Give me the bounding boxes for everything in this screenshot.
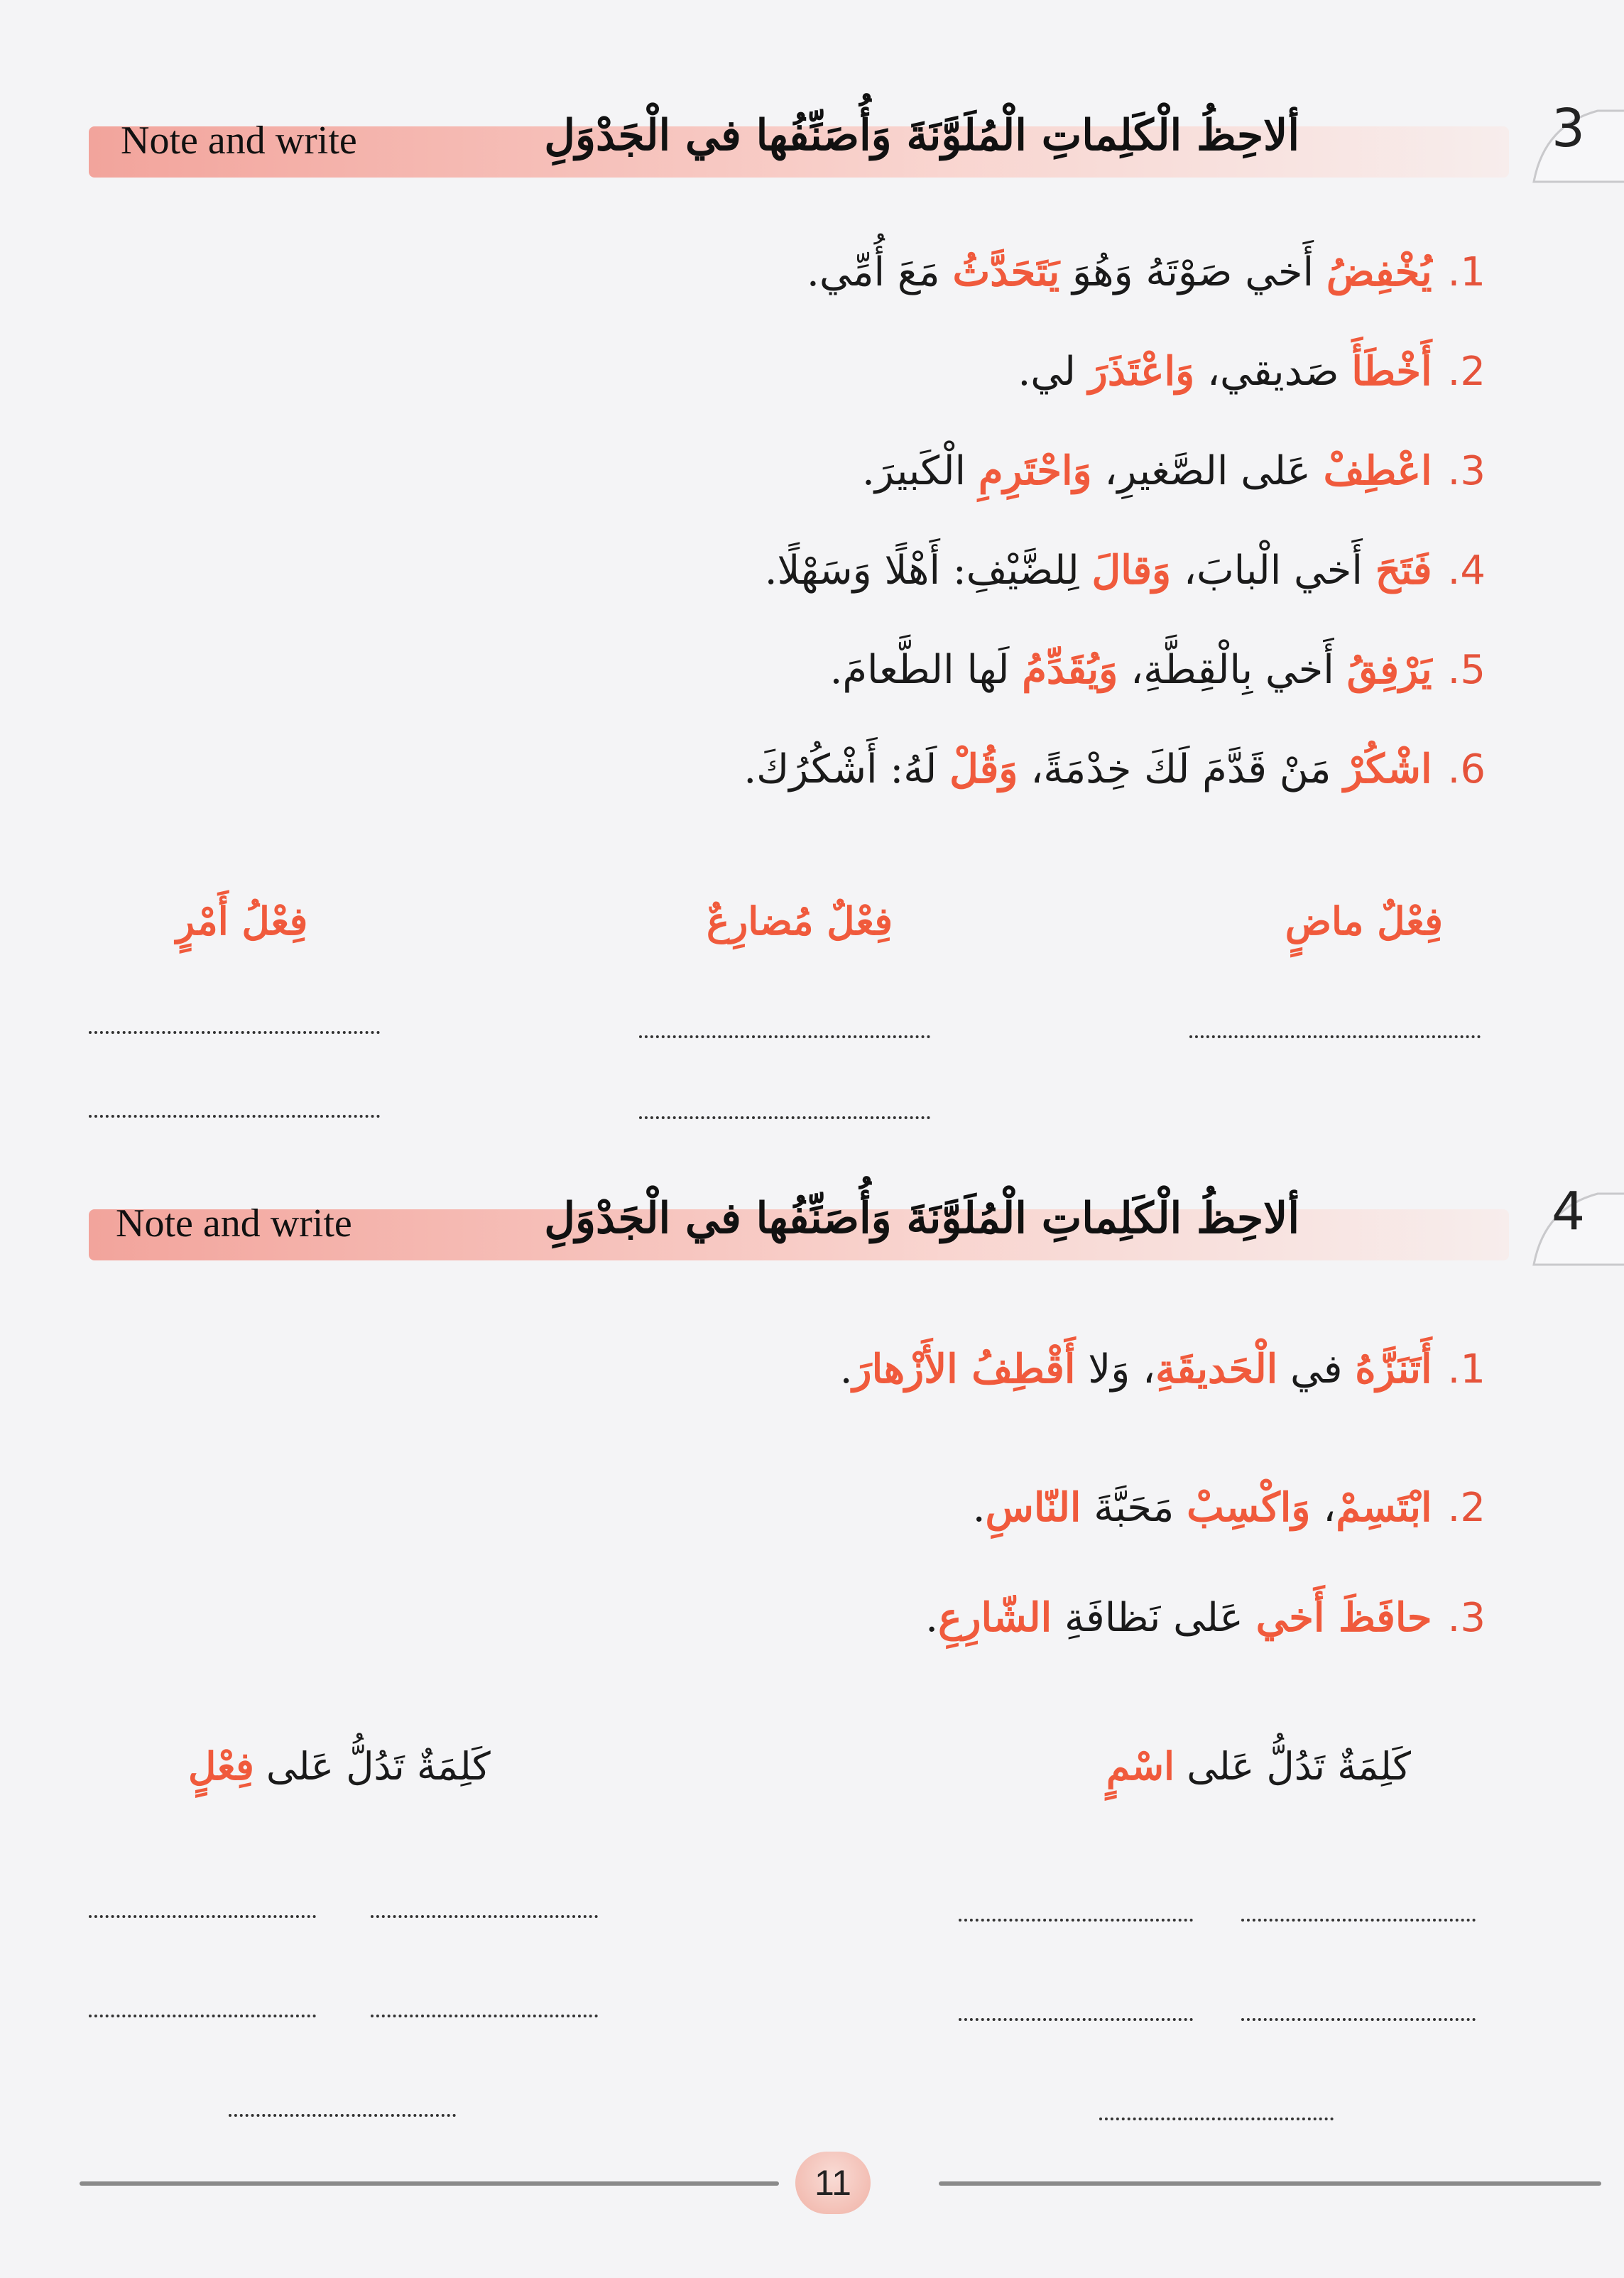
sentence-line bbox=[830, 646, 1486, 693]
sentence-text: صَديقي، bbox=[1194, 349, 1352, 395]
column-verb-prefix: كَلِمَةٌ تَدُلُّ عَلى bbox=[254, 1744, 491, 1789]
highlighted-word: الشّارِعِ bbox=[938, 1594, 1052, 1641]
sentence-number: 3. bbox=[1447, 1595, 1486, 1641]
english-instruction: Note and write bbox=[121, 119, 357, 163]
page-number: 11 bbox=[795, 2152, 871, 2214]
highlighted-word: وَاحْتَرِمِ bbox=[978, 447, 1092, 494]
sentence-number: 3. bbox=[1447, 448, 1486, 494]
answer-line[interactable] bbox=[1241, 2018, 1476, 2021]
highlighted-word: اعْطِفْ bbox=[1323, 447, 1432, 494]
column-noun-word: اسْمٍ bbox=[1106, 1743, 1175, 1789]
column-past-verb: فِعْلٌ ماضٍ bbox=[1285, 898, 1443, 944]
sentence-line bbox=[807, 249, 1486, 295]
sentence-number: 2. bbox=[1447, 349, 1486, 395]
sentence-text: . bbox=[972, 1485, 986, 1531]
sentence-line bbox=[862, 447, 1486, 494]
footer-rule-left bbox=[80, 2181, 779, 2186]
column-noun bbox=[1106, 1743, 1411, 1789]
answer-line[interactable] bbox=[959, 1919, 1193, 1922]
sentence-text: . bbox=[925, 1595, 939, 1641]
highlighted-word: اشْكُرْ bbox=[1344, 746, 1432, 792]
sentence-text: عَلى الصَّغيرِ، bbox=[1091, 448, 1324, 494]
answer-line[interactable] bbox=[1099, 2118, 1334, 2120]
sentence-text: أَخي بِالْقِطَّةِ، bbox=[1118, 647, 1347, 693]
highlighted-word: يَرْفِقُ bbox=[1346, 646, 1432, 693]
answer-line[interactable] bbox=[89, 1115, 380, 1118]
highlighted-word: وَاكْسِبْ bbox=[1187, 1484, 1311, 1531]
english-instruction: Note and write bbox=[116, 1201, 352, 1246]
highlighted-word: يُخْفِضُ bbox=[1326, 249, 1432, 295]
sentence-text: مَنْ قَدَّمَ لَكَ خِدْمَةً، bbox=[1018, 746, 1344, 792]
column-present-verb: فِعْلٌ مُضارِعٌ bbox=[707, 898, 893, 944]
sentence-text: لَها الطَّعامَ. bbox=[829, 647, 1023, 693]
sentence-number: 2. bbox=[1447, 1485, 1486, 1531]
sentence-number: 6. bbox=[1447, 746, 1486, 792]
sentence-number: 4. bbox=[1447, 547, 1486, 594]
sentence-text: مَحَبَّةَ bbox=[1081, 1485, 1187, 1531]
answer-line[interactable] bbox=[89, 1915, 316, 1918]
highlighted-word: وَقالَ bbox=[1091, 547, 1172, 594]
arabic-instruction: ألاحِظُ الْكَلِماتِ الْمُلَوَّنَةَ وَأُصَنِّفُها في الْجَدْوَلِ bbox=[544, 111, 1299, 160]
sentence-line bbox=[1018, 348, 1486, 395]
highlighted-word: حافَظَ أَخي bbox=[1255, 1594, 1432, 1641]
column-imperative-verb: فِعْلُ أَمْرٍ bbox=[176, 898, 308, 944]
sentence-text: أَخي الْبابَ، bbox=[1171, 547, 1375, 594]
sentence-line bbox=[743, 746, 1486, 792]
highlighted-word: فَتَحَ bbox=[1375, 547, 1432, 594]
answer-line[interactable] bbox=[1189, 1035, 1481, 1038]
highlighted-word: أَتَنَزَّهُ bbox=[1355, 1346, 1432, 1393]
footer-rule-right bbox=[939, 2181, 1601, 2186]
highlighted-word: أَخْطَأَ bbox=[1351, 348, 1432, 395]
answer-line[interactable] bbox=[371, 2015, 598, 2017]
sentence-number: 1. bbox=[1447, 249, 1486, 295]
sentence-text: ، bbox=[1310, 1485, 1336, 1531]
answer-line[interactable] bbox=[89, 1031, 380, 1034]
sentence-text: ، وَلا bbox=[1075, 1346, 1156, 1393]
sentence-text: أَخي صَوْتَهُ وَهُوَ bbox=[1059, 249, 1326, 295]
exercise-4-header bbox=[89, 1168, 1586, 1269]
answer-line[interactable] bbox=[639, 1116, 930, 1119]
highlighted-word: ابْتَسِمْ bbox=[1336, 1484, 1432, 1531]
highlighted-word: وَاعْتَذَرَ bbox=[1088, 348, 1195, 395]
column-noun-prefix: كَلِمَةٌ تَدُلُّ عَلى bbox=[1175, 1744, 1411, 1789]
answer-line[interactable] bbox=[371, 1915, 598, 1918]
highlighted-word: أَقْطِفُ الأَزْهارَ bbox=[852, 1346, 1076, 1393]
sentence-line bbox=[840, 1346, 1486, 1393]
highlighted-word: النّاسِ bbox=[985, 1484, 1081, 1531]
highlighted-word: يَتَحَدَّثُ bbox=[952, 249, 1060, 295]
sentence-text: الْكَبيرَ. bbox=[862, 448, 979, 494]
highlighted-word: وَقُلْ bbox=[949, 746, 1018, 792]
sentence-line bbox=[925, 1594, 1486, 1641]
highlighted-word: وَيُقَدِّمُ bbox=[1022, 646, 1118, 693]
answer-line[interactable] bbox=[229, 2114, 456, 2117]
exercise-number: 4 bbox=[1552, 1181, 1586, 1242]
sentence-number: 5. bbox=[1447, 647, 1486, 693]
answer-line[interactable] bbox=[639, 1035, 930, 1038]
sentence-text: لي. bbox=[1018, 349, 1089, 395]
sentence-line bbox=[765, 547, 1486, 594]
exercise-3-header bbox=[89, 85, 1586, 186]
sentence-text: لِلضَّيْفِ: أَهْلًا وَسَهْلًا. bbox=[764, 547, 1092, 594]
sentence-text: في bbox=[1277, 1346, 1356, 1393]
sentence-text: عَلى نَظافَةِ bbox=[1052, 1595, 1256, 1641]
exercise-number: 3 bbox=[1552, 98, 1586, 159]
sentence-text: لَهُ: أَشْكُرُكَ. bbox=[743, 746, 950, 792]
sentence-text: . bbox=[839, 1346, 853, 1393]
answer-line[interactable] bbox=[959, 2018, 1193, 2021]
sentence-number: 1. bbox=[1447, 1346, 1486, 1393]
answer-line[interactable] bbox=[1241, 1919, 1476, 1922]
highlighted-word: الْحَديقَةِ bbox=[1155, 1346, 1278, 1393]
column-verb-word: فِعْلٍ bbox=[188, 1743, 254, 1789]
sentence-text: مَعَ أُمِّي. bbox=[807, 249, 953, 295]
column-verb bbox=[188, 1743, 491, 1789]
sentence-line bbox=[973, 1484, 1486, 1531]
arabic-instruction: ألاحِظُ الْكَلِماتِ الْمُلَوَّنَةَ وَأُصَنِّفُها في الْجَدْوَلِ bbox=[544, 1194, 1299, 1243]
answer-line[interactable] bbox=[89, 2015, 316, 2017]
